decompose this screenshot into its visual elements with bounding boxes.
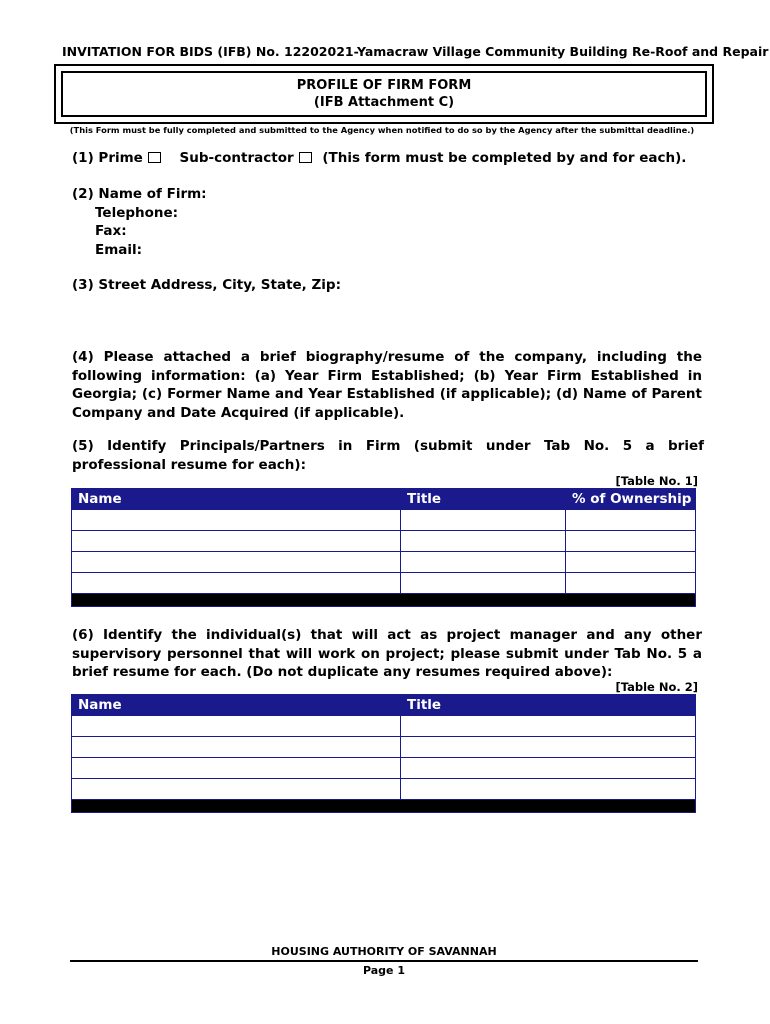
- table-footer-bar: [72, 594, 696, 607]
- question-1: [72, 149, 686, 168]
- page-number: Page 1: [362, 964, 405, 977]
- table-footer-bar-cell: [72, 594, 696, 607]
- table-footer-bar-cell: [72, 800, 696, 813]
- ownership-column-header: % of Ownership: [566, 489, 696, 510]
- footer-organization: HOUSING AUTHORITY OF SAVANNAH: [271, 945, 497, 958]
- title-cell[interactable]: [401, 552, 566, 573]
- name-cell[interactable]: [72, 510, 401, 531]
- question-3: (3) Street Address, City, State, Zip:: [72, 277, 341, 293]
- subcontractor-label: Sub-contractor: [179, 150, 294, 166]
- ownership-cell[interactable]: [566, 531, 696, 552]
- fax-label: Fax:: [95, 223, 127, 239]
- subcontractor-checkbox[interactable]: [299, 152, 312, 163]
- question-5: (5) Identify Principals/Partners in Firm (submit under Tab No. 5 a brief professional resume for each):: [72, 438, 704, 473]
- title-cell[interactable]: [401, 737, 696, 758]
- table-row: [72, 510, 696, 531]
- form-title-line2: (IFB Attachment C): [313, 95, 455, 110]
- name-cell[interactable]: [72, 737, 401, 758]
- question-4: (4) Please attached a brief biography/resume of the company, including the following information: (a) Year Firm Established; (b) Year Firm Established in Georgia; (c) Former Name and Year Established (if applicable); (d) Name of Parent Company and Date Acquired (if applicable).: [72, 349, 702, 421]
- table-1-label: [Table No. 1]: [615, 474, 698, 488]
- table-row: [72, 573, 696, 594]
- title-column-header: Title: [401, 695, 696, 716]
- name-column-header: Name: [72, 489, 401, 510]
- name-cell[interactable]: [72, 716, 401, 737]
- table-row: [72, 758, 696, 779]
- ownership-cell[interactable]: [566, 573, 696, 594]
- title-cell[interactable]: [401, 510, 566, 531]
- table-row: [72, 531, 696, 552]
- table-row: [72, 716, 696, 737]
- title-cell[interactable]: [401, 716, 696, 737]
- telephone-label: Telephone:: [95, 204, 179, 221]
- title-cell[interactable]: [401, 531, 566, 552]
- prime-label: (1) Prime: [72, 150, 143, 166]
- name-cell[interactable]: [72, 531, 401, 552]
- question-2: [72, 185, 207, 259]
- table-row: [72, 552, 696, 573]
- question-1-suffix: (This form must be completed by and for each).: [322, 150, 687, 166]
- firm-name-label: (2) Name of Firm:: [72, 186, 207, 202]
- title-column-header: Title: [401, 489, 566, 510]
- form-title-line1: PROFILE OF FIRM FORM: [296, 78, 472, 93]
- footer-divider: [70, 960, 698, 962]
- submittal-note: (This Form must be fully completed and submitted to the Agency when notified to do so by the Agency after the submittal deadline.): [69, 125, 695, 135]
- prime-checkbox[interactable]: [148, 152, 161, 163]
- name-cell[interactable]: [72, 552, 401, 573]
- table-footer-bar: [72, 800, 696, 813]
- table-row: [72, 779, 696, 800]
- email-label: Email:: [95, 241, 143, 258]
- table-2-label: [Table No. 2]: [615, 680, 698, 694]
- table-header-row: [72, 489, 696, 510]
- table-header-row: [72, 695, 696, 716]
- document-header: INVITATION FOR BIDS (IFB) No. 12202021-Yamacraw Village Community Building Re-Roof and Repair: [62, 44, 769, 59]
- principals-table: [71, 488, 696, 607]
- name-cell[interactable]: [72, 758, 401, 779]
- question-6: (6) Identify the individual(s) that will act as project manager and any other supervisory personnel that will work on project; please submit under Tab No. 5 a brief resume for each. (Do not duplicate any resumes required above):: [72, 627, 702, 680]
- title-cell[interactable]: [401, 573, 566, 594]
- table-row: [72, 737, 696, 758]
- form-title: [61, 77, 707, 111]
- title-cell[interactable]: [401, 758, 696, 779]
- name-column-header: Name: [72, 695, 401, 716]
- title-cell[interactable]: [401, 779, 696, 800]
- name-cell[interactable]: [72, 573, 401, 594]
- ownership-cell[interactable]: [566, 552, 696, 573]
- project-personnel-table: [71, 694, 696, 813]
- name-cell[interactable]: [72, 779, 401, 800]
- ownership-cell[interactable]: [566, 510, 696, 531]
